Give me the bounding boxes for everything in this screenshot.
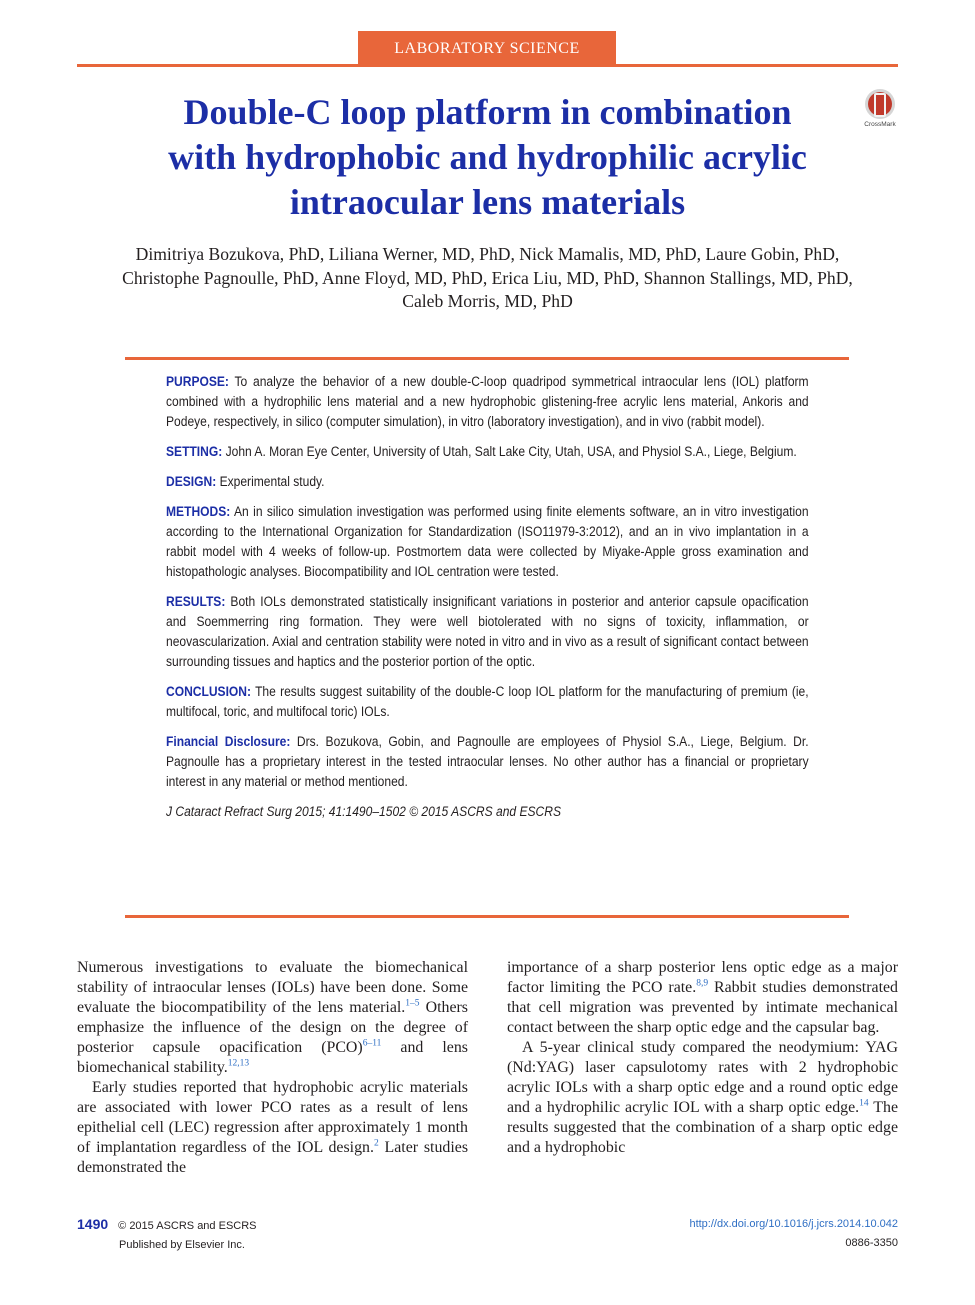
- author-line: Caleb Morris, MD, PhD: [402, 291, 573, 311]
- body-text: A 5-year clinical study compared the neodymium: YAG (Nd:YAG) laser capsulotomy rates with 2 hydrophobic acrylic IOLs with a sharp optic edge and a round optic edge and a hydrophilic acrylic IOL with a sharp optic edge.: [507, 1039, 898, 1116]
- title-line: Double-C loop platform in combination: [183, 92, 792, 132]
- abstract-text: Both IOLs demonstrated statistically insignificant variations in posterior and anterior capsule opacification and Soemmerring ring formation. They were well biotolerated with no signs of toxicity, inflammation, or neovascularization. Axial and centration stability were noted in vitro and in vivo as a result of significant contact between surrounding tissues and haptics and the posterior portion of the optic.: [166, 594, 809, 669]
- reference-link[interactable]: 14: [859, 1098, 869, 1109]
- reference-link[interactable]: 6–11: [362, 1038, 382, 1049]
- abstract-label: PURPOSE:: [166, 374, 229, 389]
- abstract-text: Drs. Bozukova, Gobin, and Pagnoulle are employees of Physiol S.A., Liege, Belgium. Dr. Pagnoulle has a proprietary interest in the tested intraocular lenses. No other author has a financial or proprietary interest in any material or method mentioned.: [166, 734, 809, 789]
- reference-link[interactable]: 1–5: [405, 998, 420, 1009]
- abstract-label: SETTING:: [166, 444, 223, 459]
- title-line: with hydrophobic and hydrophilic acrylic: [168, 137, 807, 177]
- reference-link[interactable]: 8,9: [696, 978, 709, 989]
- abstract-rule-bottom: [125, 915, 849, 918]
- reference-link[interactable]: 2: [373, 1138, 379, 1149]
- crossmark-label: CrossMark: [864, 121, 896, 128]
- abstract-conclusion: [166, 682, 809, 722]
- body-paragraph: [77, 1078, 468, 1178]
- article-title: [110, 90, 865, 225]
- body-column-left: [77, 958, 468, 1178]
- abstract-label: CONCLUSION:: [166, 684, 252, 699]
- author-list: [60, 243, 915, 314]
- abstract-disclosure: [166, 732, 809, 792]
- body-text: Early studies reported that hydrophobic acrylic materials are associated with lower PCO rates as a result of lens epithelial cell (LEC) regression after approximately 1 month of implantation regardless of the IOL design.: [77, 1079, 468, 1156]
- body-text: Later studies demonstrated the: [77, 1139, 469, 1176]
- body-paragraph: [507, 958, 898, 1038]
- body-text: and lens biomechanical stability.: [77, 1039, 468, 1076]
- abstract-methods: [166, 502, 809, 582]
- title-line: intraocular lens materials: [289, 182, 686, 222]
- footer-left: [77, 1215, 257, 1255]
- body-text: Others emphasize the influence of the design on the degree of posterior capsule opacification (PCO): [77, 999, 468, 1056]
- author-line: Christophe Pagnoulle, PhD, Anne Floyd, MD, PhD, Erica Liu, MD, PhD, Shannon Stallings, MD, PhD,: [122, 267, 853, 288]
- copyright: © 2015 ASCRS and ESCRS: [118, 1220, 257, 1232]
- doi-link[interactable]: http://dx.doi.org/10.1016/j.jcrs.2014.10.042: [689, 1218, 898, 1230]
- body-paragraph: [507, 1038, 898, 1158]
- abstract-purpose: [166, 372, 809, 432]
- page-number: 1490: [77, 1216, 109, 1232]
- journal-citation: J Cataract Refract Surg 2015; 41:1490–1502 © 2015 ASCRS and ESCRS: [166, 804, 561, 819]
- body-text: The results suggested that the combination of a sharp optic edge and a hydrophobic: [507, 1099, 898, 1156]
- abstract-text: An in silico simulation investigation was performed using finite elements software, an in vitro investigation according to the International Organization for Standardization (ISO11979-3:2012), and an in vivo implantation in a rabbit model with 4 weeks of follow-up. Postmortem data were collected by Miyake-Apple gross examination and histopathologic analyses. Biocompatibility and IOL centration were tested.: [166, 504, 809, 579]
- abstract-text: The results suggest suitability of the double-C loop IOL platform for the manufacturing of premium (ie, multifocal, toric, and multifocal toric) IOLs.: [166, 684, 809, 719]
- publisher: Published by Elsevier Inc.: [119, 1239, 245, 1251]
- body-text: Numerous investigations to evaluate the biomechanical stability of intraocular lenses (IOLs) have been done. Some evaluate the biocompatibility of the lens material.: [77, 959, 468, 1016]
- section-label: LABORATORY SCIENCE: [358, 31, 616, 65]
- abstract-setting: [166, 442, 809, 462]
- author-line: Dimitriya Bozukova, PhD, Liliana Werner, MD, PhD, Nick Mamalis, MD, PhD, Laure Gobin, PhD,: [135, 244, 840, 264]
- abstract-design: [166, 472, 809, 492]
- abstract-rule-top: [125, 357, 849, 360]
- header-rule: [77, 64, 898, 67]
- body-text: Rabbit studies demonstrated that cell migration was prevented by intimate mechanical contact between the sharp optic edge and the capsular bag.: [507, 979, 898, 1036]
- reference-link[interactable]: 12,13: [227, 1058, 250, 1069]
- body-column-right: [507, 958, 898, 1158]
- abstract-label: DESIGN:: [166, 474, 217, 489]
- abstract-label: Financial Disclosure:: [166, 734, 291, 749]
- abstract-text: John A. Moran Eye Center, University of Utah, Salt Lake City, Utah, USA, and Physiol S.A., Liege, Belgium.: [225, 444, 797, 459]
- footer-right: [689, 1215, 898, 1253]
- abstract-results: [166, 592, 809, 672]
- abstract-text: To analyze the behavior of a new double-C-loop quadripod symmetrical intraocular lens (IOL) platform combined with a hydrophilic lens material and a new hydrophobic glistening-free acrylic lens material, Ankoris and Podeye, respectively, in silico (computer simulation), in vitro (laboratory investigation), and in vivo (rabbit model).: [166, 374, 809, 429]
- abstract: [166, 372, 809, 832]
- abstract-text: Experimental study.: [219, 474, 325, 489]
- abstract-label: RESULTS:: [166, 594, 226, 609]
- body-text: importance of a sharp posterior lens optic edge as a major factor limiting the PCO rate.: [507, 959, 898, 996]
- body-paragraph: [77, 958, 468, 1078]
- abstract-label: METHODS:: [166, 504, 231, 519]
- issn: 0886-3350: [845, 1237, 898, 1249]
